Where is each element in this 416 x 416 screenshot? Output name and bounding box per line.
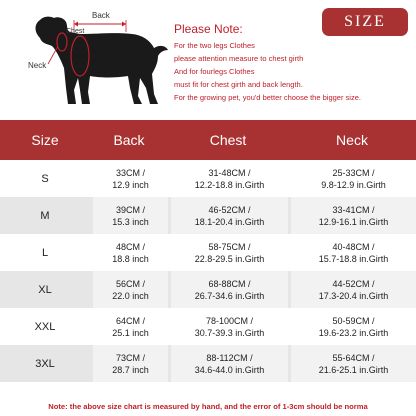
note-line-3: And for fourlegs Clothes <box>174 67 255 76</box>
chest-cell: 46-52CM / 18.1-20.4 in.Girth <box>168 197 288 234</box>
header-back: Back <box>113 132 145 148</box>
back-label: Back <box>92 11 110 20</box>
size-chart-table <box>0 120 416 382</box>
table-row <box>0 160 416 197</box>
table-row <box>0 271 416 308</box>
header-section <box>0 0 416 122</box>
size-cell: 3XL <box>35 357 55 370</box>
back-cell: 48CM / 18.8 inch <box>90 234 168 271</box>
note-title: Please Note: <box>174 22 243 36</box>
footer-note: Note: the above size chart is measured by hand, and the error of 1-3cm should be norma <box>0 396 416 416</box>
header-neck: Neck <box>336 132 368 148</box>
chest-cell: 58-75CM / 22.8-29.5 in.Girth <box>168 234 288 271</box>
neck-cell: 40-48CM / 15.7-18.8 in.Girth <box>288 234 416 271</box>
size-cell: XL <box>38 283 52 296</box>
header-size: Size <box>31 132 59 148</box>
header-chest: Chest <box>209 132 247 148</box>
dog-measurement-diagram <box>20 8 170 112</box>
table-header-row <box>0 120 416 160</box>
dog-silhouette-icon <box>20 8 170 112</box>
size-cell: XXL <box>34 320 56 333</box>
back-cell: 39CM / 15.3 inch <box>90 197 168 234</box>
chest-cell: 88-112CM / 34.6-44.0 in.Girth <box>168 345 288 382</box>
neck-cell: 44-52CM / 17.3-20.4 in.Girth <box>288 271 416 308</box>
neck-label: Neck <box>28 61 47 70</box>
neck-cell: 55-64CM / 21.6-25.1 in.Girth <box>288 345 416 382</box>
chest-cell: 31-48CM / 12.2-18.8 in.Girth <box>168 160 288 197</box>
chest-label: Chest <box>66 28 85 35</box>
size-cell: L <box>41 246 49 259</box>
back-cell: 33CM / 12.9 inch <box>90 160 168 197</box>
table-row <box>0 234 416 271</box>
size-cell: M <box>40 209 50 222</box>
table-row <box>0 308 416 345</box>
note-line-2: please attention measure to chest girth <box>174 54 304 63</box>
neck-cell: 33-41CM / 12.9-16.1 in.Girth <box>288 197 416 234</box>
size-badge: SIZE <box>322 8 408 36</box>
back-cell: 73CM / 28.7 inch <box>90 345 168 382</box>
note-line-5: For the growing pet, you'd better choose the bigger size. <box>174 93 361 102</box>
table-row <box>0 345 416 382</box>
neck-cell: 50-59CM / 19.6-23.2 in.Girth <box>288 308 416 345</box>
note-line-1: For the two legs Clothes <box>174 41 255 50</box>
chest-cell: 78-100CM / 30.7-39.3 in.Girth <box>168 308 288 345</box>
back-cell: 64CM / 25.1 inch <box>90 308 168 345</box>
back-cell: 56CM / 22.0 inch <box>90 271 168 308</box>
note-line-4: must fit for chest girth and back length. <box>174 80 303 89</box>
neck-cell: 25-33CM / 9.8-12.9 in.Girth <box>288 160 416 197</box>
table-row <box>0 197 416 234</box>
chest-cell: 68-88CM / 26.7-34.6 in.Girth <box>168 271 288 308</box>
size-cell: S <box>41 172 49 185</box>
